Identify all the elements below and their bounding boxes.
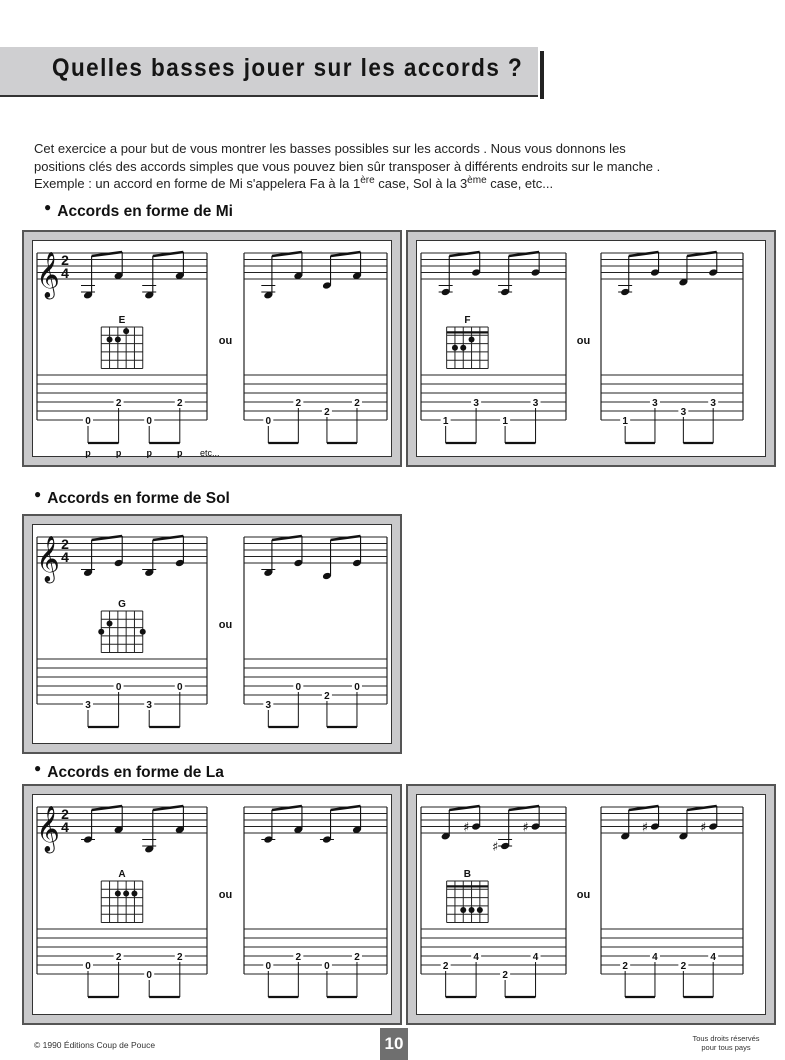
time-signature-top: 2	[61, 806, 69, 822]
exercise-panel	[406, 230, 776, 467]
section-heading-text: Accords en forme de Mi	[57, 203, 233, 220]
sharp-icon: ♯	[700, 820, 707, 836]
section-heading-la	[34, 761, 224, 782]
finger-dot	[131, 890, 137, 896]
finger-dot	[452, 345, 458, 351]
exercise-panel	[22, 514, 402, 754]
intro-line-1: Cet exercice a pour but de vous montrer les basses possibles sur les accords . Nous vous donnons les	[34, 141, 626, 156]
time-signature-top: 2	[61, 536, 69, 552]
picking-label: p	[177, 448, 183, 458]
intro-line-3	[34, 175, 774, 193]
picking-label: etc...	[200, 448, 220, 458]
tab-fret-number: 2	[177, 952, 183, 963]
section-heading-sol	[34, 487, 230, 508]
tab-fret-number: 3	[680, 407, 687, 418]
finger-dot	[140, 629, 146, 635]
tab-fret-number: 0	[146, 416, 152, 427]
tab-fret-number: 0	[85, 416, 91, 427]
section-heading-text: Accords en forme de La	[47, 764, 224, 781]
bullet-icon: ●	[34, 487, 42, 501]
or-label: ou	[218, 889, 233, 901]
treble-clef-icon: 𝄞	[36, 806, 60, 852]
or-label: ou	[576, 889, 591, 901]
finger-dot	[469, 336, 475, 342]
superscript: ère	[360, 175, 375, 186]
chord-name: A	[118, 869, 126, 880]
picking-label: p	[115, 448, 122, 458]
tab-fret-number: 4	[532, 952, 539, 963]
finger-dot	[115, 336, 121, 342]
rights-notice	[686, 1034, 766, 1052]
tab-fret-number: 4	[710, 952, 716, 963]
tab-fret-number: 2	[324, 691, 330, 702]
tab-fret-number: 3	[532, 398, 539, 409]
tab-fret-number: 1	[442, 416, 449, 427]
tab-fret-number: 2	[295, 952, 302, 963]
section-heading-text: Accords en forme de Sol	[47, 490, 230, 507]
picking-label: p	[146, 448, 152, 458]
tab-fret-number: 0	[354, 682, 360, 693]
exercise-panel	[22, 784, 402, 1025]
page-number: 10	[380, 1028, 408, 1060]
finger-dot	[123, 328, 129, 334]
copyright-notice: © 1990 Éditions Coup de Pouce	[34, 1040, 156, 1050]
intro-paragraph	[34, 140, 774, 193]
page-title: Quelles basses jouer sur les accords ?	[52, 54, 524, 82]
exercise-panel	[406, 784, 776, 1025]
tab-fret-number: 2	[680, 961, 687, 972]
treble-clef-icon: 𝄞	[36, 252, 60, 298]
finger-dot	[460, 345, 466, 351]
tab-fret-number: 3	[710, 398, 716, 409]
time-signature-bottom: 4	[61, 819, 69, 835]
tab-fret-number: 3	[473, 398, 479, 409]
finger-dot	[115, 890, 121, 896]
sharp-icon: ♯	[641, 820, 649, 836]
tab-fret-number: 0	[177, 682, 183, 693]
chord-name: E	[118, 315, 126, 326]
finger-dot	[123, 890, 129, 896]
tab-fret-number: 2	[295, 398, 302, 409]
time-signature-bottom: 4	[61, 549, 69, 565]
tab-fret-number: 0	[265, 416, 272, 427]
tab-fret-number: 3	[652, 398, 658, 409]
tab-fret-number: 3	[265, 700, 272, 711]
tab-fret-number: 1	[622, 416, 628, 427]
notation-svg	[24, 232, 400, 465]
tab-fret-number: 2	[177, 398, 183, 409]
time-signature-bottom: 4	[61, 265, 69, 281]
tab-fret-number: 2	[115, 952, 122, 963]
picking-label: p	[85, 448, 91, 458]
tab-fret-number: 3	[146, 700, 152, 711]
tab-fret-number: 0	[265, 961, 272, 972]
tab-fret-number: 2	[354, 398, 360, 409]
tab-fret-number: 0	[85, 961, 91, 972]
time-signature-top: 2	[61, 252, 69, 268]
notation-svg	[24, 786, 400, 1023]
rights-line: pour tous pays	[701, 1043, 751, 1052]
notation-svg	[408, 786, 774, 1023]
bullet-icon: ●	[34, 761, 42, 775]
intro-text: case, Sol à la 3	[374, 176, 468, 191]
tab-fret-number: 2	[324, 407, 330, 418]
finger-dot	[460, 907, 466, 913]
treble-clef-icon: 𝄞	[36, 536, 60, 582]
tab-fret-number: 0	[146, 970, 152, 981]
tab-fret-number: 4	[473, 952, 479, 963]
finger-dot	[477, 907, 483, 913]
bullet-icon: ●	[44, 200, 52, 214]
tab-fret-number: 0	[295, 682, 302, 693]
chord-name: G	[118, 599, 126, 610]
or-label: ou	[218, 619, 233, 631]
tab-fret-number: 2	[502, 970, 508, 981]
title-bar	[0, 47, 538, 97]
section-heading-mi	[44, 200, 233, 221]
intro-line-2: positions clés des accords simples que vous pouvez bien sûr transposer à différents endroits sur le manche .	[34, 158, 661, 174]
tab-fret-number: 2	[442, 961, 449, 972]
superscript: ème	[467, 175, 487, 186]
tab-fret-number: 1	[502, 416, 508, 427]
chord-name: B	[463, 869, 472, 880]
tab-fret-number: 2	[115, 398, 122, 409]
finger-dot	[98, 629, 104, 635]
finger-dot	[469, 907, 475, 913]
sharp-icon: ♯	[522, 820, 529, 836]
intro-text: case, etc...	[486, 176, 554, 191]
or-label: ou	[576, 335, 591, 347]
finger-dot	[107, 336, 113, 342]
rights-line: Tous droits réservés	[692, 1034, 760, 1043]
notation-svg	[24, 516, 400, 752]
tab-fret-number: 2	[354, 952, 360, 963]
finger-dot	[107, 620, 113, 626]
sharp-icon: ♯	[462, 820, 470, 836]
chord-name: F	[464, 315, 471, 326]
exercise-panel	[22, 230, 402, 467]
tab-fret-number: 3	[85, 700, 91, 711]
intro-text: Exemple : un accord en forme de Mi s'appelera Fa à la 1	[34, 176, 361, 191]
tab-fret-number: 4	[652, 952, 658, 963]
notation-svg	[408, 232, 774, 465]
tab-fret-number: 0	[324, 961, 330, 972]
tab-fret-number: 2	[622, 961, 628, 972]
sharp-icon: ♯	[491, 840, 499, 855]
or-label: ou	[218, 335, 233, 347]
tab-fret-number: 0	[115, 682, 122, 693]
